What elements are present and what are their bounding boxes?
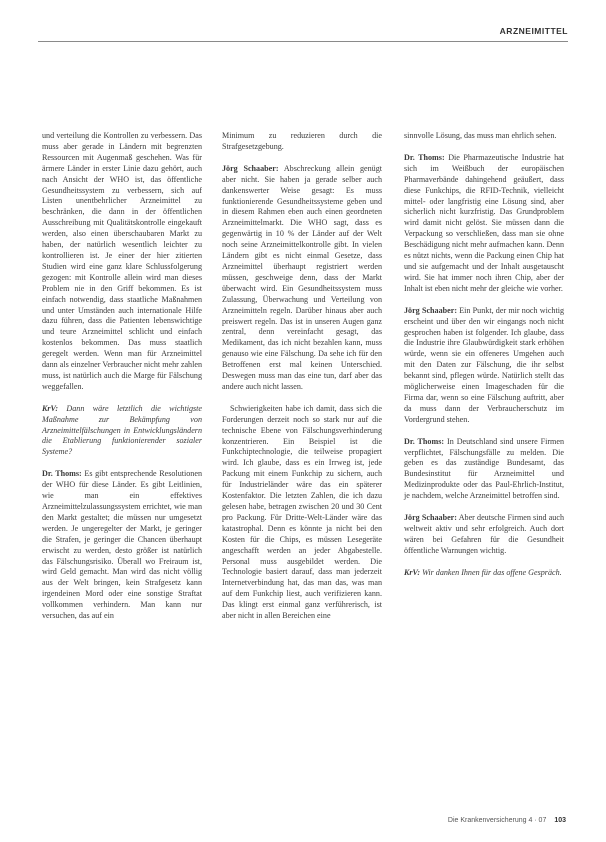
interview-answer <box>404 306 564 426</box>
paragraph-text: In Deutschland sind unsere Firmen verpflichtet, Fälschungsfälle zu melden. Die geben es das zuständige Bundesamt, das Bundesinstitut für Arzneimittel und Medizinprodukte oder das Paul-Ehrlich-Institut, je nachdem, welche Arzneimittel betroffen sind. <box>404 436 564 501</box>
interview-answer <box>222 164 382 393</box>
paragraph-text: Ein Punkt, der mir noch wichtig erscheint und über den wir eingangs noch nicht gesprochen haben ist folgender. Ich glaube, dass die Industrie ihre Glaubwürdigkeit stark erhöhen würde, wenn sie ein offeneres Umgehen auch mit den Daten zur Fälschung, die ihr selbst bekannt sind, pflegen würde. Natürlich stellt das möglicherweise einen Imageschaden für die Firma dar, wenn so eine Fälschung auftritt, aber da muss dann der Verbraucherschutz im Vordergrund stehen. <box>404 305 565 424</box>
paragraph-text: und verteilung die Kontrollen zu verbessern. Das muss aber gerade in Ländern mit begrenzten Ressourcen mit Augenmaß geschehen. Was für ärmere Länder in erster Linie dazu gehört, auch nach Ansicht der WHO ist, das öffentliche Gesundheitssystem zu verbessern, sich auf Listen unentbehrlicher Arzneimittel zu beschränken, die dann in der öffentlichen Ausschreibung mit Qualitätskontrolle eingekauft werden, also einen überschaubaren Markt zu haben, der natürlich wesentlich leichter zu kontrollieren ist. Je einer der hier zitierten Studien wird eine ganz klare Schlussfolgerung gezogen: mit Kontrolle allein wird man dieses Problem nie in den Griff bekommen. Es ist einfach notwendig, dass staatliche Maßnahmen und unter Umständen auch internationale Hilfe dazu führen, dass die Patienten lebenswichtige und teure Arzneimittel schlicht und einfach kostenlos bekommen. Das muss staatlich geregelt werden. Wenn man für Arzneimittel dann als einzelner Verbraucher nicht mehr zahlen muss, ist natürlich auch die Marge für Fälschung weggefallen. <box>42 131 202 391</box>
speaker-name: Dr. Thoms: <box>404 436 445 446</box>
interview-answer <box>404 153 564 295</box>
page-number: 103 <box>554 817 566 824</box>
text-column-3 <box>404 131 564 590</box>
speaker-name: Jörg Schaaber: <box>222 163 279 173</box>
interview-question <box>404 568 564 579</box>
speaker-name: KrV: <box>42 403 59 413</box>
speaker-name: KrV: <box>404 567 421 577</box>
continued-paragraph <box>222 131 382 153</box>
paragraph-text: Wir danken Ihnen für das offene Gespräch. <box>422 567 562 577</box>
header-bar <box>38 25 568 42</box>
journal-name: Die Krankenversicherung 4 · 07 <box>447 817 547 824</box>
paragraph-text: Die Pharmazeutische Industrie hat sich im Weißbuch der europäischen Pharmaverbände dahingehend geäußert, dass diese Funkchips, die RFID-Technik, vielleicht mittel- oder langfristig eine Lösung sind, aber sicherlich nicht kurzfristig. Das Grundproblem wird damit nicht gelöst. Sie müssen dann die Verpackung so verschließen, dass man sie ohne Beschädigung nicht mehr aufmachen kann. Denn es nützt nichts, wenn die Packung einen Chip hat und sie aufgemacht und der Inhalt ausgetauscht wird. Sie hat immer noch ihren Chip, aber der Inhalt ist eben nicht mehr der gleiche wie vorher. <box>404 152 564 293</box>
speaker-name: Dr. Thoms: <box>42 469 82 479</box>
paragraph-text: Dann wäre letztlich die wichtigste Maßnahme zur Bekämpfung von Arzneimittelfälschungen in Entwicklungsländern die Etablierung funktionierender sozialer Systeme? <box>42 403 202 457</box>
paragraph-text: Minimum zu reduzieren durch die Strafgesetzgebung. <box>222 131 382 151</box>
text-column-2 <box>222 131 382 633</box>
interview-answer <box>404 437 564 502</box>
paragraph-text: sinnvolle Lösung, das muss man ehrlich sehen. <box>404 131 557 140</box>
paragraph-text: Schwierigkeiten habe ich damit, dass sich die Forderungen derzeit noch so stark nur auf die technische Ebene von Fälschungsverhinderung konzentrieren. Ein Beispiel ist die Funkchiptechnologie, die teilweise propagiert wird. Ich glaube, dass es ein Irrweg ist, jede Packung mit einem Funkchip zu sichern, auch für Industrieländer wäre das ein späterer Kostenfaktor. Die letzten Zahlen, die ich dazu gelesen habe, betragen zwischen 20 und 30 Cent pro Packung. Für Dritte-Welt-Länder wäre das katastrophal. Denn es könnte ja nicht bei den Kosten für die Chips, es müssen Lesegeräte angeschafft werden an jeder Abgabestelle. Personal muss ausgebildet werden. Die Technologie basiert darauf, dass man jederzeit Internetverbindung hat, das man das, was man auf dem Funkchip liest, auch verifizieren kann. Das klingt erst einmal ganz verführerisch, ist aber nicht in allen Bereichen eine <box>222 403 382 621</box>
speaker-name: Jörg Schaaber: <box>404 513 457 523</box>
interview-question <box>42 404 202 459</box>
speaker-name: Jörg Schaaber: <box>404 305 458 315</box>
paragraph-text: Aber deutsche Firmen sind auch weltweit aktiv und sehr erfolgreich. Auch dort wären bei Gefahren für die Gesundheit öffentliche Warnungen wichtig. <box>404 513 564 555</box>
continued-paragraph <box>42 131 202 393</box>
interview-answer <box>42 469 202 622</box>
interview-answer <box>404 513 564 557</box>
paragraph-text: Abschreckung allein genügt aber nicht. Sie haben ja gerade selber auch dankenswerter Weise gesagt: Es muss funktionierende Gesundheitssysteme geben und in diesem Rahmen eben auch einen geordneten Arzneimittelmarkt. Die WHO sagt, dass es gegenwärtig in 10 % der Länder auf der Welt noch seine Arzneimittelkontrolle gibt. In vielen Ländern gibt es nicht einmal Gesetze, dass Arzneimittel überhaupt registriert werden müssen, geschweige denn, dass der Markt überwacht wird. Ein Gesundheitssystem muss Zulassung, Überwachung und Verteilung von Arzneimitteln regeln. Darüber hinaus aber auch preiswert regeln. Das ist in unseren Augen ganz zentral, denn vereinfacht gesagt, das Medikament, das ich nicht bezahlen kann, muss genauso wie eine Fälschung. Da sehe ich für den Betroffenen erst mal keinen Unterschied. Deswegen muss man das eine tun, darf aber das andere auch nicht lassen. <box>222 163 383 391</box>
body-paragraph <box>222 404 382 622</box>
speaker-name: Dr. Thoms: <box>404 152 445 162</box>
text-column-1 <box>42 131 202 633</box>
section-label: ARZNEIMITTEL <box>499 26 568 36</box>
paragraph-text: Es gibt entsprechende Resolutionen der WHO für diese Länder. Es gibt Leitlinien, wie man ein effektives Arzneimittelzulassungssystem errichtet, wie man den Markt gestaltet; die müssen nur umgesetzt werden. Je ungeregelter der Markt, je geringer die Strafen, je geringer die Chancen überhaupt erwischt zu werden, desto größer ist natürlich das Fälschungsrisiko. Überall wo Freiraum ist, wird Geld gemacht. Man wird das nicht völlig aus der Welt bringen, kein Strafgesetz kann irgendeinen Mord oder eine sonstige Straftat vollkommen verhindern. Man kann nur versuchen, das auf ein <box>42 469 202 621</box>
continued-paragraph <box>404 131 564 142</box>
page-footer <box>448 817 566 824</box>
